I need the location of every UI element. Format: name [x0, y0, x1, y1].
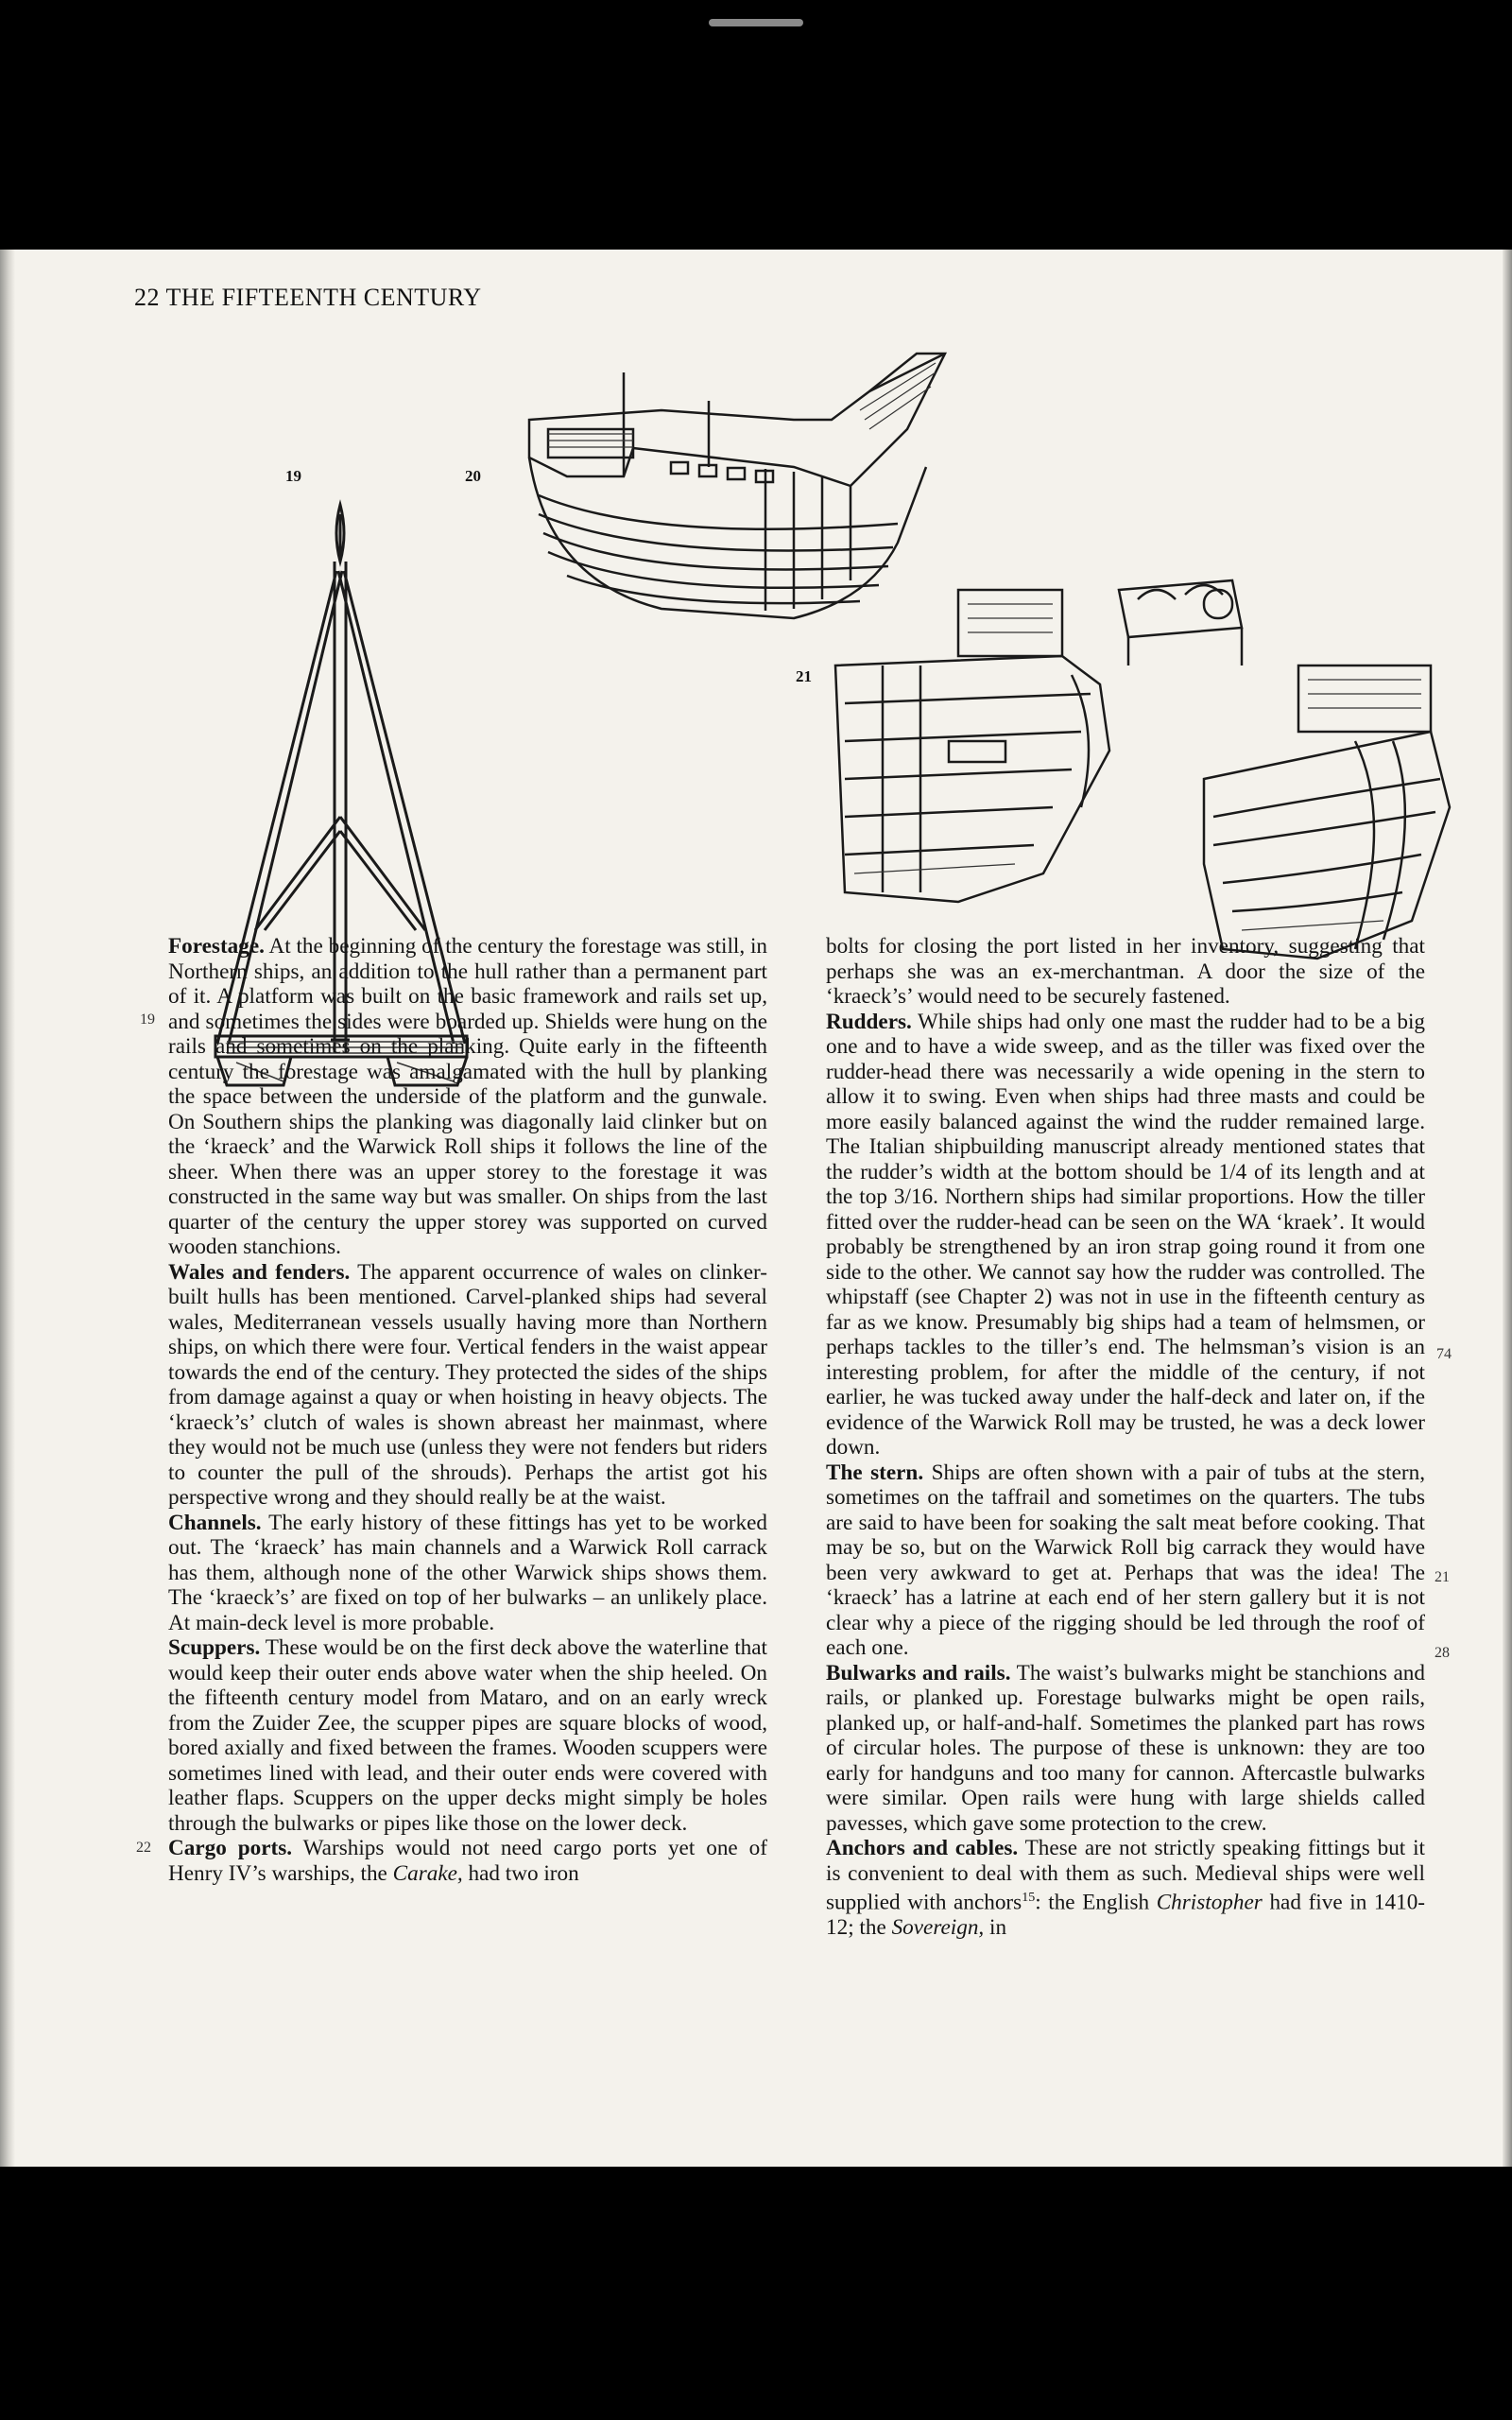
- margin-ref-stern-28: 28: [1435, 1645, 1450, 1661]
- section-heading-stern: The stern.: [826, 1460, 924, 1485]
- running-head: 22 THE FIFTEENTH CENTURY: [134, 284, 482, 311]
- page-edge-shadow: [1503, 250, 1512, 2167]
- paragraph-forestage: Forestage. At the beginning of the century the forestage was still, in Northern ships, an addition to the hull rather than a permanent part of it. A platform was built on the basic framework and rails set up, and sometimes the sides were boarded up. Shields were hung on the rails and sometimes on the planking. Quite early in the fifteenth century the forestage was amalgamated with the hull by planking the space between the underside of the platform and the gunwale. On Southern ships the planking was diagonally laid clinker but on the ‘kraeck’ and the Warwick Roll ships it follows the line of the sheer. When there was an upper storey to the forestage it was constructed in the same way but was smaller. On ships from the last quarter of the century the upper storey was supported on curved wooden stanchions.: [168, 934, 767, 1259]
- right-text-column: [826, 934, 1425, 1941]
- section-heading-bulwarks: Bulwarks and rails.: [826, 1660, 1011, 1685]
- left-text-column: [168, 934, 767, 1886]
- paragraph-bulwarks: Bulwarks and rails. The waist’s bulwarks might be stanchions and rails, or planked up. Forestage bulwarks might be open rails, planked up, or half-and-half. Sometimes the planked part has rows of circular holes. The purpose of these is unknown: they are too early for handguns and too many for cannon. Aftercastle bulwarks were similar. Open rails were hung with large shields called pavesses, which gave some protection to the crew.: [826, 1660, 1425, 1836]
- section-heading-channels: Channels.: [168, 1510, 262, 1535]
- section-heading-cargo-ports: Cargo ports.: [168, 1836, 293, 1860]
- paragraph-channels: Channels. The early history of these fittings has yet to be worked out. The ‘kraeck’ has main channels and a Warwick Roll carrack has them, although none of the other Warwick ships shows them. The ‘kraeck’s’ are fixed on top of her bulwarks – an unlikely place. At main-deck level is more probable.: [168, 1510, 767, 1635]
- figure-20-number: 20: [465, 467, 481, 485]
- paragraph-continued: bolts for closing the port listed in her inventory, suggesting that perhaps she was an ex-merchantman. A door the size of the ‘kraeck’s’ would need to be securely fastened.: [826, 934, 1425, 1009]
- drag-handle[interactable]: [709, 19, 803, 26]
- margin-ref-stern-21: 21: [1435, 1569, 1450, 1585]
- section-heading-anchors: Anchors and cables.: [826, 1836, 1019, 1860]
- section-heading-scuppers: Scuppers.: [168, 1635, 261, 1660]
- footnote-ref: 15: [1022, 1891, 1036, 1905]
- margin-ref-rudders: 74: [1436, 1346, 1452, 1362]
- page-binding-shadow: [0, 250, 15, 2167]
- paragraph-anchors: Anchors and cables. These are not strictly speaking fittings but it is convenient to deal with them as such. Medieval ships were well supplied with anchors$^{15}$: the English Christopher had five in 1410-12; the Sovereign, in: [826, 1836, 1426, 1941]
- figure-21-number: 21: [796, 667, 812, 685]
- paragraph-wales: Wales and fenders. The apparent occurrence of wales on clinker-built hulls has been mentioned. Carvel-planked ships had several wales, Mediterranean vessels usually having more than Northern ships, on which there were four. Vertical fenders in the waist appear towards the end of the century. They protected the sides of the ships from damage against a quay or when hoisting in heavy objects. The ‘kraeck’s’ clutch of wales is shown abreast her mainmast, where they would not be much use (unless they were not fenders but riders to counter the pull of the shrouds). Perhaps the artist got his perspective wrong and they should really be at the waist.: [168, 1259, 767, 1510]
- margin-ref-forestage: 19: [140, 1011, 155, 1028]
- paragraph-cargo-ports: Cargo ports. Warships would not need cargo ports yet one of Henry IV’s warships, the Carake, had two iron: [168, 1836, 767, 1886]
- book-page: [0, 250, 1512, 2167]
- section-heading-rudders: Rudders.: [826, 1009, 912, 1034]
- paragraph-rudders: Rudders. While ships had only one mast the rudder had to be a big one and to have a wide sweep, and as the tiller was fixed over the rudder-head there was necessarily a wide opening in the stern to allow it to swing. Even when ships had three masts and could be more easily balanced against the wind the rudder remained large. The Italian shipbuilding manuscript already mentioned states that the rudder’s width at the bottom should be 1/4 of its length and at the top 3/16. Northern ships had similar proportions. How the tiller fitted over the rudder-head can be seen on the WA ‘kraek’. It would probably be strengthened by an iron strap going round it from one side to the other. We cannot say how the rudder was controlled. The whipstaff (see Chapter 2) was not in use in the fifteenth century as far as we know. Presumably big ships had a team of helmsmen, or perhaps tackles to the tiller’s end. The helmsman’s vision is an interesting problem, for after the middle of the century, if not earlier, he was tucked away under the half-deck and later on, if the evidence of the Warwick Roll may be trusted, he was a deck lower down.: [826, 1009, 1425, 1460]
- paragraph-stern: The stern. Ships are often shown with a pair of tubs at the stern, sometimes on the taffrail and sometimes on the quarters. The tubs are said to have been for soaking the salt meat before cooking. That may be so, but on the Warwick Roll big carrack they would have been very awkward to get at. Perhaps that was the idea! The ‘kraeck’ has a latrine at each end of her stern gallery but it is not clear why a piece of the rigging should be led through the roof of each one.: [826, 1460, 1425, 1660]
- paragraph-scuppers: Scuppers. These would be on the first deck above the waterline that would keep their outer ends above water when the ship heeled. On the fifteenth century model from Mataro, and on an early wreck from the Zuider Zee, the scupper pipes are square blocks of wood, bored axially and fixed between the frames. Wooden scuppers were sometimes lined with lead, and their outer ends were covered with leather flaps. Scuppers on the upper decks might simply be holes through the bulwarks or pipes like those on the lower deck.: [168, 1635, 767, 1836]
- margin-ref-scuppers: 22: [136, 1840, 151, 1856]
- section-heading-wales: Wales and fenders.: [168, 1259, 351, 1285]
- figure-19-number: 19: [285, 467, 301, 485]
- section-heading-forestage: Forestage.: [168, 934, 265, 959]
